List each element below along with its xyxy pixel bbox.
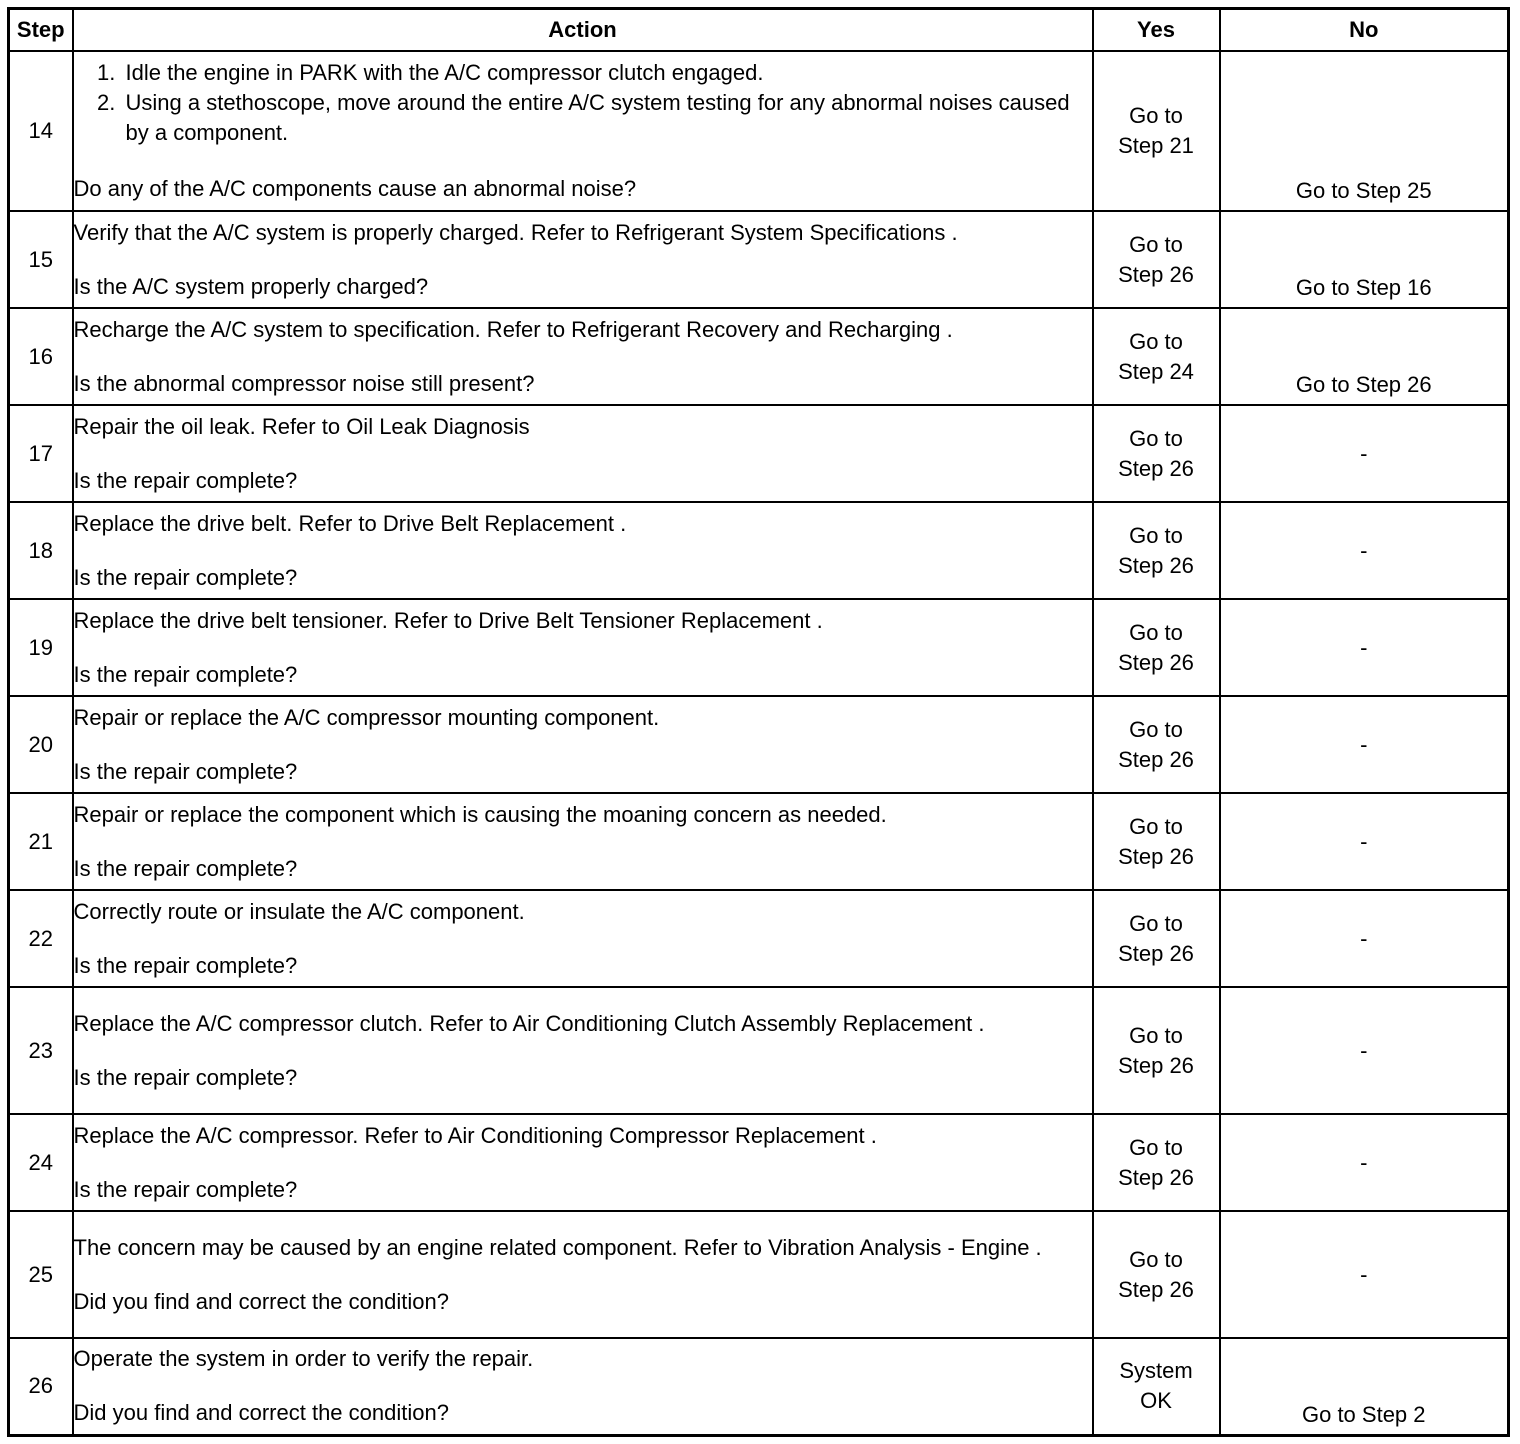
action-question: Is the repair complete? xyxy=(73,952,298,978)
yes-cell xyxy=(1093,793,1220,890)
step-number: 17 xyxy=(9,405,73,502)
no-cell: - xyxy=(1220,793,1509,890)
step-number: 21 xyxy=(9,793,73,890)
no-cell: - xyxy=(1220,1114,1509,1211)
yes-result-line: Step 26 xyxy=(1118,940,1194,966)
action-question: Is the repair complete? xyxy=(73,1064,298,1090)
action-cell xyxy=(73,308,1093,405)
header-action: Action xyxy=(73,9,1093,52)
yes-result-line: Go to xyxy=(1129,716,1183,742)
action-instruction: Repair or replace the component which is causing the moaning concern as needed. xyxy=(73,801,887,827)
no-cell: - xyxy=(1220,502,1509,599)
yes-result-line: OK xyxy=(1140,1388,1172,1414)
action-question: Do any of the A/C components cause an abnormal noise? xyxy=(73,176,637,201)
yes-result-line: Step 26 xyxy=(1118,1052,1194,1078)
yes-cell xyxy=(1093,696,1220,793)
action-instruction: The concern may be caused by an engine related component. Refer to Vibration Analysis - Engine . xyxy=(73,1234,1042,1260)
step-number: 26 xyxy=(9,1338,73,1435)
action-question: Did you find and correct the condition? xyxy=(73,1288,449,1314)
table-row xyxy=(9,696,1509,793)
yes-result-line: Go to xyxy=(1129,103,1183,128)
action-question: Is the repair complete? xyxy=(73,855,298,881)
table-row xyxy=(9,1114,1509,1211)
table-row xyxy=(9,890,1509,987)
action-question: Is the repair complete? xyxy=(73,467,298,493)
action-steps-list xyxy=(74,58,1092,148)
table-row xyxy=(9,211,1509,308)
action-step-item: 1. Idle the engine in PARK with the A/C compressor clutch engaged. xyxy=(122,58,1092,88)
yes-result-line: Go to xyxy=(1129,813,1183,839)
action-cell xyxy=(73,405,1093,502)
table-row xyxy=(9,405,1509,502)
yes-cell xyxy=(1093,1338,1220,1435)
table-body xyxy=(9,51,1509,1435)
yes-result-line: Go to xyxy=(1129,1134,1183,1160)
step-number: 25 xyxy=(9,1211,73,1338)
no-cell: Go to Step 2 xyxy=(1220,1338,1509,1435)
action-question: Is the repair complete? xyxy=(73,564,298,590)
action-cell xyxy=(73,987,1093,1114)
action-instruction: Replace the A/C compressor. Refer to Air Conditioning Compressor Replacement . xyxy=(73,1122,877,1148)
yes-result-line: Go to xyxy=(1129,910,1183,936)
yes-cell xyxy=(1093,308,1220,405)
diagnostic-table xyxy=(7,7,1510,1437)
action-instruction: Replace the drive belt tensioner. Refer to Drive Belt Tensioner Replacement . xyxy=(73,607,823,633)
table-row xyxy=(9,599,1509,696)
action-question: Did you find and correct the condition? xyxy=(73,1400,449,1426)
yes-result-line: Step 26 xyxy=(1118,746,1194,772)
action-question: Is the abnormal compressor noise still present? xyxy=(73,370,535,396)
yes-result-line: Step 24 xyxy=(1118,358,1194,384)
action-instruction: Correctly route or insulate the A/C component. xyxy=(73,898,525,924)
no-cell: Go to Step 25 xyxy=(1220,51,1509,211)
action-instruction: Replace the drive belt. Refer to Drive Belt Replacement . xyxy=(73,510,627,536)
action-instruction: Verify that the A/C system is properly charged. Refer to Refrigerant System Specifications . xyxy=(73,219,958,245)
yes-result-line: Step 26 xyxy=(1118,843,1194,869)
action-instruction: Repair or replace the A/C compressor mounting component. xyxy=(73,704,660,730)
action-step-item: 2. Using a stethoscope, move around the entire A/C system testing for any abnormal noises caused by a component. xyxy=(122,88,1092,148)
yes-result-line: System xyxy=(1119,1358,1193,1384)
yes-cell xyxy=(1093,211,1220,308)
yes-cell xyxy=(1093,405,1220,502)
action-question: Is the repair complete? xyxy=(73,661,298,687)
yes-result-line: Step 26 xyxy=(1118,1276,1194,1302)
header-step: Step xyxy=(9,9,73,52)
header-row xyxy=(9,9,1509,52)
action-cell xyxy=(73,1114,1093,1211)
no-cell: - xyxy=(1220,890,1509,987)
action-cell xyxy=(73,211,1093,308)
yes-result-line: Go to xyxy=(1129,1022,1183,1048)
yes-result-line: Step 26 xyxy=(1118,261,1194,287)
yes-result-line: Step 21 xyxy=(1118,133,1194,158)
yes-cell xyxy=(1093,890,1220,987)
action-cell xyxy=(73,502,1093,599)
yes-result-line: Step 26 xyxy=(1118,455,1194,481)
action-cell xyxy=(73,51,1093,211)
action-instruction: Repair the oil leak. Refer to Oil Leak Diagnosis xyxy=(73,413,530,439)
step-number: 24 xyxy=(9,1114,73,1211)
action-question: Is the repair complete? xyxy=(73,1176,298,1202)
action-cell xyxy=(73,890,1093,987)
table-row xyxy=(9,502,1509,599)
yes-cell xyxy=(1093,502,1220,599)
step-number: 14 xyxy=(9,51,73,211)
no-cell: Go to Step 16 xyxy=(1220,211,1509,308)
action-cell xyxy=(73,1338,1093,1435)
no-cell: - xyxy=(1220,405,1509,502)
step-number: 19 xyxy=(9,599,73,696)
yes-result-line: Go to xyxy=(1129,522,1183,548)
yes-cell xyxy=(1093,51,1220,211)
no-cell: - xyxy=(1220,696,1509,793)
yes-result-line: Step 26 xyxy=(1118,1164,1194,1190)
action-cell xyxy=(73,793,1093,890)
table-row xyxy=(9,51,1509,211)
step-number: 23 xyxy=(9,987,73,1114)
action-cell xyxy=(73,696,1093,793)
yes-result-line: Step 26 xyxy=(1118,552,1194,578)
step-number: 18 xyxy=(9,502,73,599)
yes-cell xyxy=(1093,599,1220,696)
table-row xyxy=(9,1211,1509,1338)
step-number: 20 xyxy=(9,696,73,793)
yes-cell xyxy=(1093,1211,1220,1338)
step-number: 15 xyxy=(9,211,73,308)
action-question: Is the repair complete? xyxy=(73,758,298,784)
yes-result-line: Go to xyxy=(1129,231,1183,257)
action-question: Is the A/C system properly charged? xyxy=(73,273,429,299)
action-instruction: Replace the A/C compressor clutch. Refer to Air Conditioning Clutch Assembly Replacement . xyxy=(73,1010,985,1036)
yes-cell xyxy=(1093,1114,1220,1211)
action-cell xyxy=(73,599,1093,696)
action-cell xyxy=(73,1211,1093,1338)
header-no: No xyxy=(1220,9,1509,52)
no-cell: - xyxy=(1220,987,1509,1114)
step-number: 22 xyxy=(9,890,73,987)
table-row xyxy=(9,1338,1509,1435)
yes-result-line: Go to xyxy=(1129,425,1183,451)
no-cell: - xyxy=(1220,1211,1509,1338)
table-row xyxy=(9,987,1509,1114)
header-yes: Yes xyxy=(1093,9,1220,52)
yes-result-line: Go to xyxy=(1129,619,1183,645)
no-cell: Go to Step 26 xyxy=(1220,308,1509,405)
yes-result-line: Go to xyxy=(1129,328,1183,354)
table-row xyxy=(9,793,1509,890)
action-instruction: Recharge the A/C system to specification. Refer to Refrigerant Recovery and Recharging . xyxy=(73,316,953,342)
yes-result-line: Go to xyxy=(1129,1246,1183,1272)
yes-cell xyxy=(1093,987,1220,1114)
action-instruction: Operate the system in order to verify the repair. xyxy=(73,1346,534,1372)
table-row xyxy=(9,308,1509,405)
yes-result-line: Step 26 xyxy=(1118,649,1194,675)
step-number: 16 xyxy=(9,308,73,405)
no-cell: - xyxy=(1220,599,1509,696)
